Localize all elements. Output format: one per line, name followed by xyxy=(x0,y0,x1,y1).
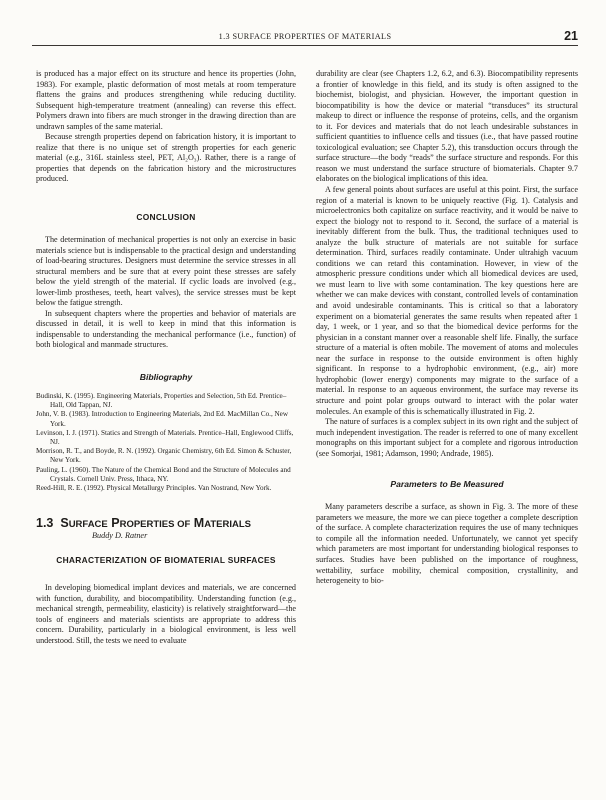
running-title: 1.3 SURFACE PROPERTIES OF MATERIALS xyxy=(218,32,392,41)
chapter-number: 1.3 xyxy=(36,516,54,531)
running-header xyxy=(32,30,578,46)
paragraph-general-points: A few general points about surfaces are useful at this point. First, the surface region of a material is known to be uniquely reactive (Fig. 1). Catalysis and microelectronics both capitalize on surface reactivity, and it would be naive to expect the biology not to respond to it. Second, the surface of a material is inevitably different from the bulk. Thus, the traditional techniques used to analyze the bulk structure of materials are not suitable for surface determination. Third, surfaces readily contaminate. Under ultrahigh vacuum conditions we can retard this contamination. However, in view of the atmospheric pressure conditions under which all biomedical devices are used, we must learn to live with some contamination. The key questions here are whether we can make devices with constant, controlled levels of contamination and avoid undesirable contaminants. This is critical so that a laboratory experiment on a biomaterial generates the same results when repeated after 1 day, 1 week, or 1 year, and so that the biomedical device performs for the physician in a constant manner over a reasonable shelf life. Finally, the surface structure of a material is often mobile. The movement of atoms and molecules near the surface in response to the outside environment is often highly significant. In response to a hydrophobic environment, (e.g., air) more hydrophobic (lower energy) components may migrate to the surface of a material. In response to an aqueous environment, the surface may reverse its structure and point polar groups outward to interact with the polar water molecules. An example of this is schematically illustrated in Fig. 2. xyxy=(316,185,578,416)
reference-item: Levinson, I. J. (1971). Statics and Strength of Materials. Prentice–Hall, Englewood Cliffs, NJ. xyxy=(36,428,294,447)
paragraph-subsequent: In subsequent chapters where the properties and behavior of materials are discussed in detail, it is well to keep in mind that this information is indispensable to understanding the mechanical performance (i.e., function) of both biological and manmade structures. xyxy=(36,308,296,350)
characterization-heading: CHARACTERIZATION OF BIOMATERIAL SURFACES xyxy=(56,555,276,566)
parameters-heading: Parameters to Be Measured xyxy=(390,479,504,490)
reference-item: Reed-Hill, R. E. (1992). Physical Metallurgy Principles. Van Nostrand, New York. xyxy=(36,484,272,493)
paragraph-fabrication: is produced has a major effect on its structure and hence its properties (John, 1983). For example, plastic deformation of most metals at room temperature flattens the grains and produces strengthening while reducing ductility. Subsequent high-temperature treatment (annealing) can reverse this effect. Polymers drawn into fibers are much stronger in the drawing direction than are undrawn samples of the same material. xyxy=(36,69,296,131)
paragraph-durability: durability are clear (see Chapters 1.2, 6.2, and 6.3). Biocompatibility represents a frontier of knowledge in this field, and its study is often assigned to the biochemist, biologist, and physician. However, the important question in biocompatibility is how the device or material “transduces” its structural makeup to direct or influence the response of proteins, cells, and the organism to it. For devices and materials that do not leach undesirable substances in sufficient quantities to influence cells and tissues (i.e., that have passed routine toxicological evaluation; see Chapter 5.2), this transduction occurs through the surface structure—the body “reads” the surface structure and responds. For this reason we must understand the surface structure of biomaterials. Chapter 9.7 elaborates on the biological implications of this idea. xyxy=(316,69,578,184)
reference-item: John, V. B. (1983). Introduction to Engineering Materials, 2nd Ed. MacMillan Co., New York. xyxy=(36,410,289,428)
chapter-title: SURFACE PROPERTIES OF MATERIALS xyxy=(60,516,252,531)
paragraph-strength: Because strength properties depend on fabrication history, it is important to realize that there is no unique set of strength properties for each generic material (e.g., 316L stainless steel, PET, Al₂O₃). Rather, there is a range of properties that depends on the fabrication history and the microstructures produced. xyxy=(36,132,296,184)
reference-item: Pauling, L. (1960). The Nature of the Chemical Bond and the Structure of Molecules and Crystals. Cornell Univ. Press, Ithaca, NY. xyxy=(36,465,291,483)
paragraph-nature-of-surfaces: The nature of surfaces is a complex subject in its own right and the subject of much independent investigation. The reader is referred to one of many excellent monographs on this important subject for a complete and rigorous introduction (see Somorjai, 1981; Adamson, 1990; Andrade, 1985). xyxy=(316,417,578,458)
bibliography-heading: Bibliography xyxy=(139,372,193,383)
page-number: 21 xyxy=(564,29,578,43)
conclusion-heading: CONCLUSION xyxy=(136,212,196,223)
paragraph-parameters: Many parameters describe a surface, as shown in Fig. 3. The more of these parameters we measure, the more we can piece together a complete description of the surface. A complete characterization requires the use of many techniques to compile all the information needed. Unfortunately, we cannot yet specify which parameters are most important for understanding biological responses to surfaces. Studies have been published on the importance of roughness, wettability, surface mobility, chemical composition, crystallinity, and heterogeneity to bio- xyxy=(316,502,578,586)
chapter-author: Buddy D. Ratner xyxy=(92,531,148,541)
reference-list xyxy=(36,392,296,493)
chapter-heading xyxy=(36,516,296,530)
paragraph-implant-devices: In developing biomedical implant devices and materials, we are concerned with function, durability, and biocompatibility. Understanding function (e.g., mechanical strength, permeability, elasticity) is relatively straightforward—the tools of engineers and materials scientists are appropriate to address this concern. Durability, particularly in a biological environment, is less well understood. Still, the tests we need to evaluate xyxy=(36,583,296,645)
paragraph-conclusion: The determination of mechanical properties is not only an exercise in basic materials science but is indispensable to the practical design and understanding of load-bearing structures. Designers must determine the service stresses in all structural members and be sure that at every point these stresses are safely below the yield strength of the material. If cyclic loads are involved (e.g., lower-limb prostheses, teeth, heart valves), the service stresses must be kept below the fatigue strength. xyxy=(36,235,296,308)
reference-item: Budinski, K. (1995). Engineering Materials, Properties and Selection, 5th Ed. Prentice–Hall, Old Tappan, NJ. xyxy=(36,392,287,410)
right-column xyxy=(316,66,578,587)
reference-item: Morrison, R. T., and Boyde, R. N. (1992). Organic Chemistry, 6th Ed. Simon & Schuster, New York. xyxy=(36,447,292,465)
left-column xyxy=(36,66,296,647)
